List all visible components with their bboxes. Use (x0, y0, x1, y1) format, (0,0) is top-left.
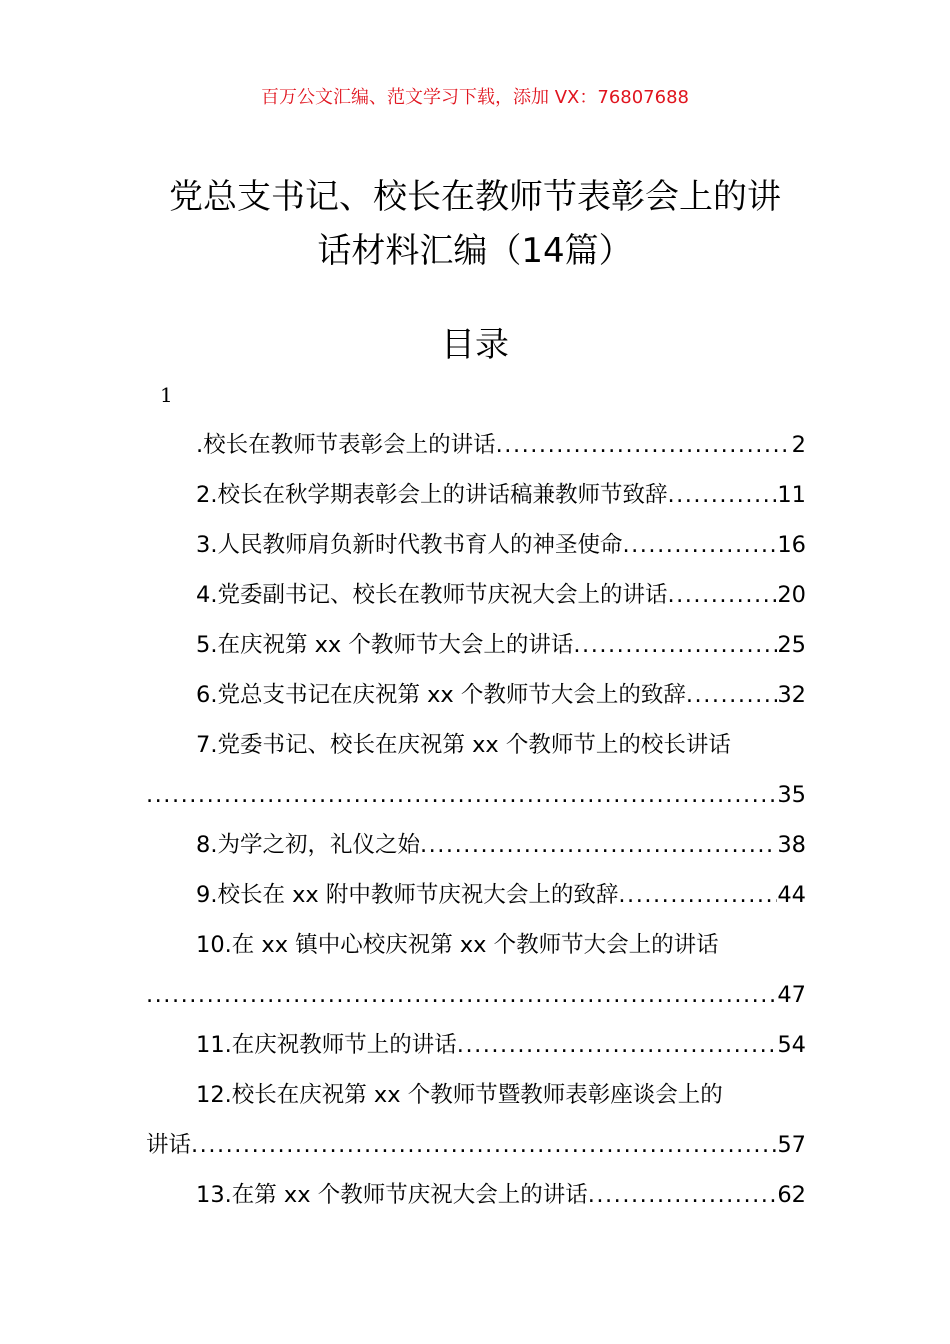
toc-dot-leader (496, 420, 792, 470)
toc-entry[interactable] (146, 620, 806, 670)
toc-page-number: 44 (777, 882, 806, 908)
toc-entry-title: 10.在 xx 镇中心校庆祝第 xx 个教师节大会上的讲话 (196, 932, 719, 958)
toc-page-number: 47 (777, 982, 806, 1008)
toc-entry-title: 9.校长在 xx 附中教师节庆祝大会上的致辞 (196, 882, 619, 908)
toc-page-number: 35 (777, 782, 806, 808)
toc-dot-leader (573, 620, 777, 670)
toc-entry-title: 5.在庆祝第 xx 个教师节大会上的讲话 (196, 632, 574, 658)
toc-entry[interactable] (146, 920, 806, 1020)
toc-page-number: 32 (777, 682, 806, 708)
toc-page-number: 57 (777, 1132, 806, 1158)
toc-dot-leader (686, 670, 777, 720)
toc-dot-leader (588, 1170, 778, 1220)
toc-entry[interactable] (146, 1020, 806, 1070)
toc-entry-title: 11.在庆祝教师节上的讲话 (196, 1032, 457, 1058)
toc-page-number: 20 (777, 582, 806, 608)
document-title-line-2: 话材料汇编（14篇） (317, 231, 633, 271)
toc-stray-number: 1 (160, 383, 173, 407)
toc-entry[interactable] (146, 670, 806, 720)
toc-entry[interactable] (146, 420, 806, 470)
toc-dot-leader (191, 1120, 777, 1170)
toc-entry-title: 3.人民教师肩负新时代教书育人的神圣使命 (196, 532, 623, 558)
toc-entry[interactable] (146, 820, 806, 870)
toc-page-number: 62 (777, 1182, 806, 1208)
toc-entry-title: 6.党总支书记在庆祝第 xx 个教师节大会上的致辞 (196, 682, 686, 708)
toc-dot-leader (420, 820, 777, 870)
toc-entry-title: 4.党委副书记、校长在教师节庆祝大会上的讲话 (196, 582, 668, 608)
toc-entry[interactable] (146, 470, 806, 520)
toc-entry[interactable] (146, 1170, 806, 1220)
toc-dot-leader (146, 770, 777, 820)
toc-dot-leader (667, 470, 777, 520)
toc-entry[interactable] (146, 570, 806, 620)
toc-entry[interactable] (146, 870, 806, 920)
toc-entry[interactable] (146, 720, 806, 820)
toc-dot-leader (146, 970, 777, 1020)
toc-entry[interactable] (146, 1070, 806, 1170)
toc-entry-title: 2.校长在秋学期表彰会上的讲话稿兼教师节致辞 (196, 482, 668, 508)
toc-page-number: 25 (777, 632, 806, 658)
toc-page-number: 16 (777, 532, 806, 558)
toc-entry-title: 7.党委书记、校长在庆祝第 xx 个教师节上的校长讲话 (196, 732, 731, 758)
toc-entry-title: .校长在教师节表彰会上的讲话 (196, 432, 496, 458)
toc-entry-title: 13.在第 xx 个教师节庆祝大会上的讲话 (196, 1182, 588, 1208)
toc-entry-continuation: 讲话 (146, 1132, 192, 1158)
header-note: 百万公文汇编、范文学习下载，添加 VX：76807688 (261, 87, 689, 108)
toc-entry-title: 8.为学之初，礼仪之始 (196, 832, 420, 858)
toc-entry-title: 12.校长在庆祝第 xx 个教师节暨教师表彰座谈会上的 (196, 1082, 723, 1108)
toc-dot-leader (618, 870, 777, 920)
toc-dot-leader (457, 1020, 778, 1070)
toc-entry[interactable] (146, 520, 806, 570)
document-title (140, 170, 810, 278)
toc-page-number: 2 (791, 432, 806, 458)
toc-page-number: 54 (777, 1032, 806, 1058)
document-title-line-1: 党总支书记、校长在教师节表彰会上的讲 (169, 177, 781, 217)
toc-page-number: 38 (777, 832, 806, 858)
toc-dot-leader (667, 570, 777, 620)
toc-page-number: 11 (777, 482, 806, 508)
toc-dot-leader (622, 520, 777, 570)
toc-heading: 目录 (441, 325, 509, 365)
table-of-contents (146, 420, 806, 1220)
